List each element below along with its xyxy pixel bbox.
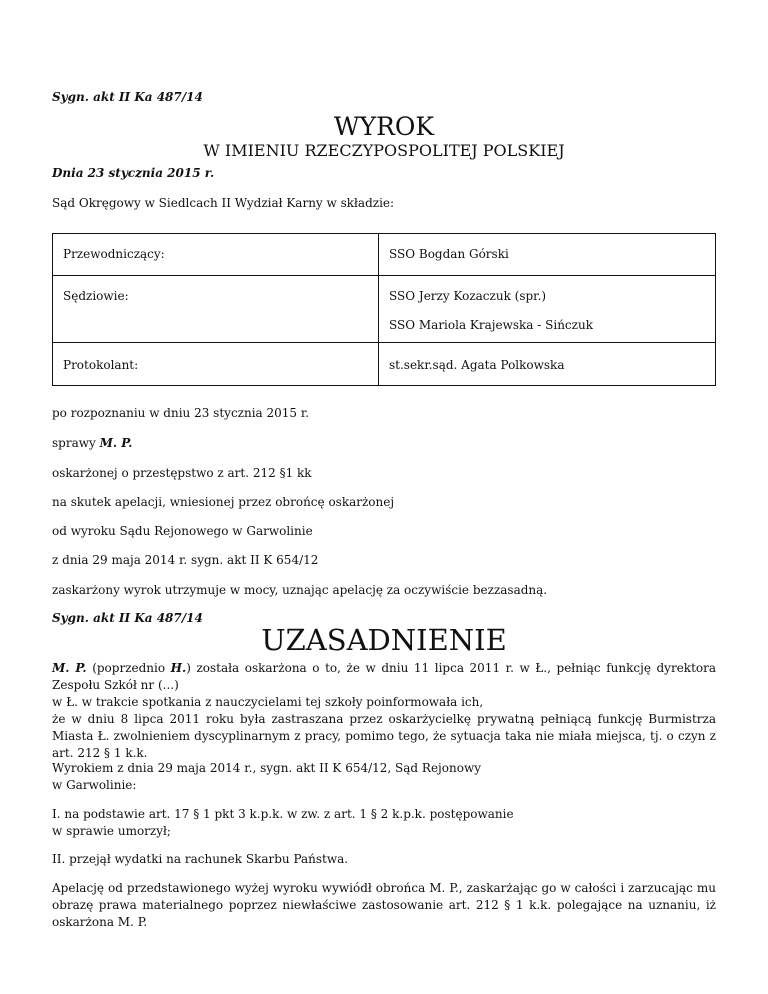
justification-paragraph-5: Apelację od przedstawionego wyżej wyroku wywiódł obrońca M. P., zaskarżając go w całości i zarzucając mu obrazę prawa materialnego poprzez niewłaściwe zastosowanie art. 212 § 1 k.k. polegające na uznaniu, iż oskarżona M. P. bbox=[52, 881, 716, 929]
judgment-date: Dnia 23 stycznia 2015 r. bbox=[52, 166, 215, 180]
judges-label: Sędziowie: bbox=[63, 289, 129, 303]
lower-court-line: od wyroku Sądu Rejonowego w Garwolinie bbox=[52, 524, 313, 538]
para2-line-1: Wyrokiem z dnia 29 maja 2014 r., sygn. akt II K 654/12, Sąd Rejonowy bbox=[52, 761, 482, 775]
para1-line-2: w Ł. w trakcie spotkania z nauczycielami tej szkoły poinformowała ich, bbox=[52, 695, 484, 709]
case-signature-second: Sygn. akt II Ka 487/14 bbox=[52, 611, 203, 625]
justification-paragraph-2 bbox=[52, 760, 716, 794]
chair-value-cell bbox=[379, 234, 716, 276]
hearing-line: po rozpoznaniu w dniu 23 stycznia 2015 r. bbox=[52, 406, 310, 420]
clerk-label: Protokolant: bbox=[63, 358, 139, 372]
chair-label: Przewodniczący: bbox=[63, 247, 165, 261]
judge-2: SSO Mariola Krajewska - Sińczuk bbox=[389, 318, 593, 332]
defendant-name: M. P. bbox=[99, 436, 133, 450]
para3-line-2: w sprawie umorzył; bbox=[52, 824, 171, 838]
judges-label-cell bbox=[53, 276, 379, 343]
para1-text-1: (poprzednio bbox=[86, 661, 171, 675]
para3-line-1: I. na podstawie art. 17 § 1 pkt 3 k.p.k. w zw. z art. 1 § 2 k.p.k. postępowanie bbox=[52, 807, 514, 821]
judge-1: SSO Jerzy Kozaczuk (spr.) bbox=[389, 289, 547, 303]
court-panel-table bbox=[52, 233, 716, 386]
case-prefix: sprawy bbox=[52, 436, 100, 450]
para1-text-2: ) została oskarżona o to, że w dniu 11 lipca 2011 r. w Ł., pełniąc funkcję dyrektora Zespołu Szkół nr (...) bbox=[52, 661, 717, 692]
judgment-subtitle: W IMIENIU RZECZYPOSPOLITEJ POLSKIEJ bbox=[203, 141, 565, 160]
ruling-line: zaskarżony wyrok utrzymuje w mocy, uznając apelację za oczywiście bezzasadną. bbox=[52, 583, 548, 597]
case-signature: Sygn. akt II Ka 487/14 bbox=[52, 90, 203, 104]
justification-title: UZASADNIENIE bbox=[261, 623, 507, 657]
justification-paragraph-1 bbox=[52, 660, 716, 762]
defendant-name-1: M. P. bbox=[52, 661, 87, 675]
para1-line-3: że w dniu 8 lipca 2011 roku była zastraszana przez oskarżycielkę prywatną pełniącą funkcję Burmistrza Miasta Ł. zwolnieniem dyscyplinarnym z pracy, pomimo tego, że sytuacja taka nie miała miejsca, tj. o czyn z art. 212 § 1 k.k. bbox=[52, 712, 716, 760]
defendant-former-name: H. bbox=[170, 661, 187, 675]
clerk-value-cell bbox=[379, 343, 716, 386]
court-composition: Sąd Okręgowy w Siedlcach II Wydział Karny w składzie: bbox=[52, 196, 395, 210]
case-line bbox=[52, 435, 716, 452]
chair-label-cell bbox=[53, 234, 379, 276]
appeal-line: na skutek apelacji, wniesionej przez obrońcę oskarżonej bbox=[52, 495, 395, 509]
clerk-value: st.sekr.sąd. Agata Polkowska bbox=[389, 358, 565, 372]
justification-paragraph-3 bbox=[52, 806, 716, 840]
judgment-title: WYROK bbox=[333, 112, 435, 141]
charge-line: oskarżonej o przestępstwo z art. 212 §1 kk bbox=[52, 466, 312, 480]
lower-court-date-line: z dnia 29 maja 2014 r. sygn. akt II K 654/12 bbox=[52, 553, 319, 567]
judges-value-cell bbox=[379, 276, 716, 343]
justification-paragraph-4: II. przejął wydatki na rachunek Skarbu Państwa. bbox=[52, 852, 349, 866]
chair-value: SSO Bogdan Górski bbox=[389, 247, 509, 261]
para2-line-2: w Garwolinie: bbox=[52, 778, 137, 792]
clerk-label-cell bbox=[53, 343, 379, 386]
